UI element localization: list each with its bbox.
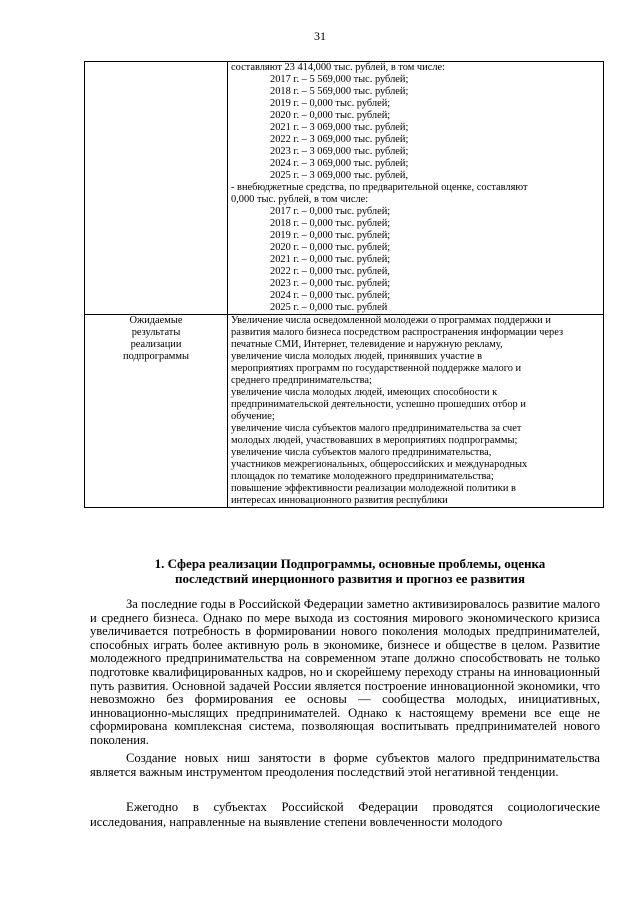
extrabudget-year-line: 2023 г. – 0,000 тыс. рублей; [270, 278, 391, 289]
result-line: печатные СМИ, Интернет, телевидение и наружную рекламу, [231, 339, 503, 350]
body-paragraph: Создание новых ниш занятости в форме субъектов малого предпринимательства является важным инструментом преодоления последствий этой негативной тенденции. [90, 751, 600, 779]
body-paragraph: За последние годы в Российской Федерации заметно активизировалось развитие малого и среднего бизнеса. Однако по мере выхода из состояния мирового экономического кризиса увеличивается потребность в формировании нового поколения молодых предпринимателей, способных играть более активную роль в экономике, бизнесе и обществе в целом. Развитие молодежного предпринимательства на современном этапе должно способствовать не только подготовке квалифицированных кадров, но и скорейшему переходу страны на инновационный путь развития. Основной задачей России является построение инновационной экономики, что невозможно без формирования ее основы — сообщества молодых, инициативных, инновационно-мыслящих предпринимателей. Однако к настоящему времени все еще не сформирована комплексная система, позволяющая воспитывать предпринимателей нового поколения. [90, 597, 600, 747]
finance-value-cell [228, 62, 604, 315]
subprogram-passport-table [84, 61, 604, 508]
results-row [85, 315, 604, 508]
page-number: 31 [314, 29, 326, 43]
extrabudget-line: - внебюджетные средства, по предварительной оценке, составляют [231, 182, 528, 193]
extrabudget-year-line: 2024 г. – 0,000 тыс. рублей; [270, 290, 391, 301]
budget-year-line: 2023 г. – 3 069,000 тыс. рублей; [270, 146, 409, 157]
finance-row [85, 62, 604, 315]
results-label-line: результаты [131, 327, 181, 338]
budget-year-line: 2020 г. – 0,000 тыс. рублей; [270, 110, 391, 121]
result-line: Увеличение числа осведомленной молодежи о программах поддержки и [231, 315, 551, 326]
extrabudget-year-line: 2021 г. – 0,000 тыс. рублей; [270, 254, 391, 265]
results-value-cell [228, 315, 604, 508]
result-line: предпринимательской деятельности, успешно прошедших отбор и [231, 399, 526, 410]
result-line: повышение эффективности реализации молодежной политики в [231, 483, 516, 494]
result-line: площадок по тематике молодежного предпринимательства; [231, 471, 494, 482]
results-label-line: подпрограммы [123, 351, 189, 362]
results-label-line: Ожидаемые [129, 315, 183, 326]
section-heading-line: последствий инерционного развития и прогноз ее развития [174, 571, 526, 586]
result-line: увеличение числа молодых людей, принявших участие в [231, 351, 482, 362]
result-line: участников межрегиональных, общероссийских и международных [231, 459, 528, 470]
extrabudget-line: 0,000 тыс. рублей, в том числе: [231, 194, 369, 205]
budget-year-line: 2025 г. – 3 069,000 тыс. рублей, [270, 170, 409, 181]
extrabudget-year-line: 2019 г. – 0,000 тыс. рублей; [270, 230, 391, 241]
budget-year-line: 2022 г. – 3 069,000 тыс. рублей; [270, 134, 409, 145]
extrabudget-year-line: 2022 г. – 0,000 тыс. рублей, [270, 266, 390, 277]
result-line: молодых людей, участвовавших в мероприятиях подпрограммы; [231, 435, 518, 446]
extrabudget-year-line: 2018 г. – 0,000 тыс. рублей; [270, 218, 391, 229]
extrabudget-year-line: 2025 г. – 0,000 тыс. рублей [270, 302, 388, 313]
section-heading [90, 556, 610, 586]
results-label-line: реализации [130, 339, 182, 350]
section-heading-line: 1. Сфера реализации Подпрограммы, основные проблемы, оценка [154, 556, 546, 571]
results-label-cell [85, 315, 228, 508]
result-line: обучение; [231, 411, 275, 422]
result-line: увеличение числа субъектов малого предпринимательства, [231, 447, 492, 458]
finance-total: составляют 23 414,000 тыс. рублей, в том числе: [231, 62, 445, 73]
budget-year-line: 2017 г. – 5 569,000 тыс. рублей; [270, 74, 409, 85]
extrabudget-year-line: 2017 г. – 0,000 тыс. рублей; [270, 206, 391, 217]
budget-year-line: 2018 г. – 5 569,000 тыс. рублей; [270, 86, 409, 97]
budget-year-line: 2024 г. – 3 069,000 тыс. рублей; [270, 158, 409, 169]
result-line: увеличение числа субъектов малого предпринимательства за счет [231, 423, 522, 434]
body-paragraph: Ежегодно в субъектах Российской Федерации проводятся социологические исследования, направленные на выявление степени вовлеченности молодого [90, 800, 600, 829]
result-line: развития малого бизнеса посредством распространения информации через [231, 327, 564, 338]
extrabudget-year-line: 2020 г. – 0,000 тыс. рублей; [270, 242, 391, 253]
result-line: интересах инновационного развития республики [231, 495, 448, 506]
budget-year-line: 2019 г. – 0,000 тыс. рублей; [270, 98, 391, 109]
result-line: увеличение числа молодых людей, имеющих способности к [231, 387, 498, 398]
budget-year-line: 2021 г. – 3 069,000 тыс. рублей; [270, 122, 409, 133]
result-line: мероприятиях программ по государственной поддержке малого и [231, 363, 522, 374]
finance-label-cell [85, 62, 228, 315]
result-line: среднего предпринимательства; [231, 375, 372, 386]
